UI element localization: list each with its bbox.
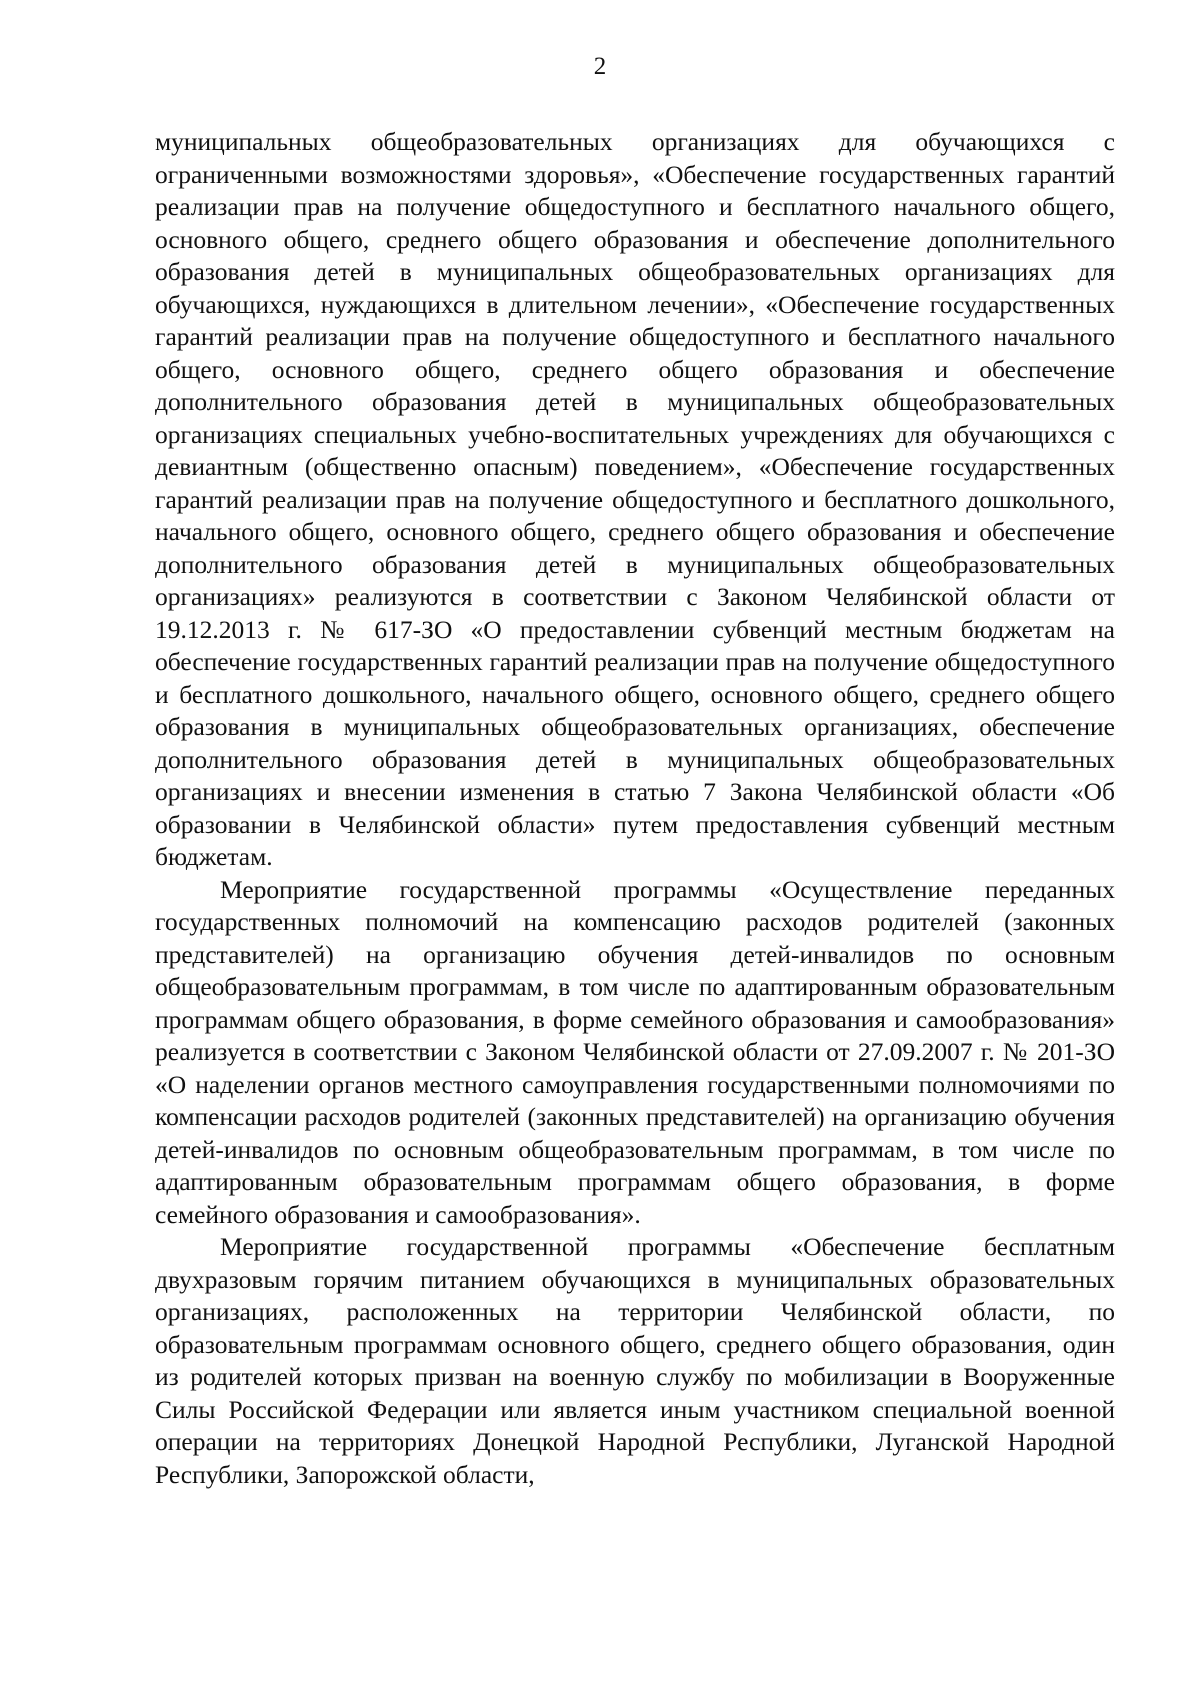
page-number: 2 (593, 53, 607, 80)
document-body (155, 126, 1115, 1491)
paragraph: муниципальных общеобразовательных организациях для обучающихся с ограниченными возможностями здоровья», «Обеспечение государственных гарантий реализации прав на получение общедоступного и бесплатного начального общего, основного общего, среднего общего образования и обеспечение дополнительного образования детей в муниципальных общеобразовательных организациях для обучающихся, нуждающихся в длительном лечении», «Обеспечение государственных гарантий реализации прав на получение общедоступного и бесплатного начального общего, основного общего, среднего общего образования и обеспечение дополнительного образования детей в муниципальных общеобразовательных организациях специальных учебно-воспитательных учреждениях для обучающихся с девиантным (общественно опасным) поведением», «Обеспечение государственных гарантий реализации прав на получение общедоступного и бесплатного дошкольного, начального общего, основного общего, среднего общего образования и обеспечение дополнительного образования детей в муниципальных общеобразовательных организациях» реализуются в соответствии с Законом Челябинской области от 19.12.2013 г. № 617-ЗО «О предоставлении субвенций местным бюджетам на обеспечение государственных гарантий реализации прав на получение общедоступного и бесплатного дошкольного, начального общего, основного общего, среднего общего образования в муниципальных общеобразовательных организациях, обеспечение дополнительного образования детей в муниципальных общеобразовательных организациях и внесении изменения в статью 7 Закона Челябинской области «Об образовании в Челябинской области» путем предоставления субвенций местным бюджетам. (155, 127, 1115, 871)
paragraph: Мероприятие государственной программы «Осуществление переданных государственных полномочий на компенсацию расходов родителей (законных представителей) на организацию обучения детей-инвалидов по основным общеобразовательным программам, в том числе по адаптированным образовательным программам общего образования, в форме семейного образования и самообразования» реализуется в соответствии с Законом Челябинской области от 27.09.2007 г. № 201-ЗО «О наделении органов местного самоуправления государственными полномочиями по компенсации расходов родителей (законных представителей) на организацию обучения детей-инвалидов по основным общеобразовательным программам, в том числе по адаптированным образовательным программам общего образования, в форме семейного образования и самообразования». (155, 874, 1115, 1229)
paragraph: Мероприятие государственной программы «Обеспечение бесплатным двухразовым горячим питанием обучающихся в муниципальных образовательных организациях, расположенных на территории Челябинской области, по образовательным программам основного общего, среднего общего образования, один из родителей которых призван на военную службу по мобилизации в Вооруженные Силы Российской Федерации или является иным участником специальной военной операции на территориях Донецкой Народной Республики, Луганской Народной Республики, Запорожской области, (155, 1232, 1115, 1489)
